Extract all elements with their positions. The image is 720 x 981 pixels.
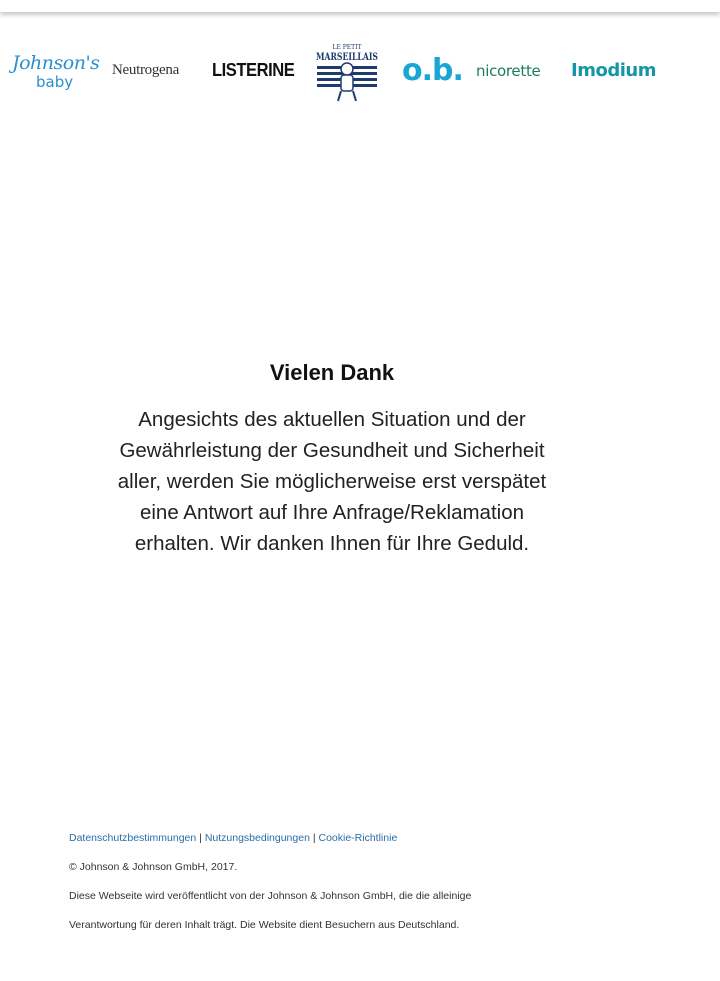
footer-links [69,832,397,844]
thank-you-message [110,360,554,559]
brand-bar [0,38,720,108]
nicorette-logo[interactable]: nicorette [476,62,541,80]
page-title: Vielen Dank [269,360,395,385]
imodium-logo[interactable]: Imodium [571,60,656,81]
marseillais-logo-top: LE PETIT [332,44,362,51]
message-body: Angesichts des aktuellen Situation und der Gewährleistung der Gesundheit und Sicherheit aller, werden Sie möglicherweise erst verspätet eine Antwort auf Ihre Anfrage/Reklamation erhalten. Wir danken Ihnen für Ihre Geduld. [117,408,547,555]
copyright-text: © Johnson & Johnson GmbH, 2017. [69,861,238,873]
top-bar [0,0,720,12]
listerine-logo[interactable]: LISTERINE [212,60,295,80]
disclaimer-line-1: Diese Webseite wird veröffentlicht von der Johnson & Johnson GmbH, die die alleinige [69,890,472,902]
footer-separator: | [199,832,202,844]
cookie-policy-link[interactable]: Cookie-Richtlinie [318,832,398,844]
terms-of-use-link[interactable]: Nutzungsbedingungen [204,832,310,844]
footer-separator: | [312,832,316,844]
le-petit-marseillais-logo[interactable] [314,42,380,104]
marseillais-emblem-icon [314,42,380,104]
disclaimer-line-2: Verantwortung für deren Inhalt trägt. Die Website dient Besuchern aus Deutschland. [69,919,460,931]
johnsons-baby-logo[interactable] [12,52,100,94]
privacy-policy-link[interactable]: Datenschutzbestimmungen [69,832,197,844]
ob-logo[interactable]: o.b. [402,53,463,88]
johnsons-logo-script: Johnson's [12,52,100,74]
neutrogena-logo[interactable]: Neutrogena [112,62,179,78]
marseillais-logo-main: MARSEILLAIS [316,51,378,63]
johnsons-logo-baby: baby [36,73,74,91]
